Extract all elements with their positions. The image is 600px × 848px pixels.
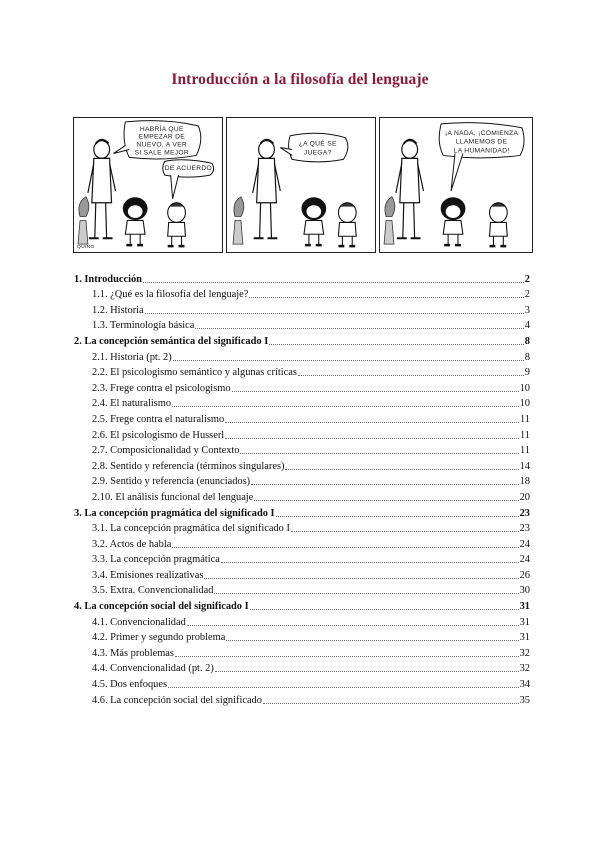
bubble-text-line: LLAMEMOS DE [455,138,508,146]
signature-text: QUINO [77,245,95,251]
toc-subsection-entry[interactable] [74,675,530,691]
toc-page-number: 11 [519,445,530,457]
toc-section-entry[interactable] [74,270,530,286]
toc-subsection-entry[interactable] [74,551,530,567]
toc-entry-label: 1. Introducción [74,273,142,285]
toc-subsection-entry[interactable] [74,473,530,489]
toc-entry-label: 3.5. Extra. Convencionalidad [92,585,214,597]
toc-leader-dots [232,390,519,392]
toc-page-number: 8 [524,351,530,363]
toc-leader-dots [173,359,524,361]
toc-subsection-entry[interactable] [74,644,530,660]
toc-leader-dots [143,281,524,283]
toc-entry-label: 4.4. Convencionalidad (pt. 2) [92,663,214,675]
bubble-text-line: ¡A NADA, ¡COMIENZA [444,129,519,137]
toc-entry-label: 2. La concepción semántica del significado I [74,335,269,347]
toc-subsection-entry[interactable] [74,317,530,333]
toc-entry-label: 2.9. Sentido y referencia (enunciados) [92,476,251,488]
toc-page-number: 26 [519,569,530,581]
toc-page-number: 20 [519,491,530,503]
toc-section-entry[interactable] [74,332,530,348]
toc-page-number: 9 [524,367,530,379]
toc-subsection-entry[interactable] [74,301,530,317]
toc-entry-label: 4.5. Dos enfoques [92,679,168,691]
comic-panel-3 [379,117,533,253]
toc-leader-dots [276,515,519,517]
comic-drawing-3 [380,118,532,252]
toc-entry-label: 4.3. Más problemas [92,647,174,659]
toc-leader-dots [249,296,523,298]
toc-subsection-entry[interactable] [74,442,530,458]
toc-leader-dots [225,437,519,439]
bubble-text-line: HABRÍA QUE [139,125,184,133]
comic-drawing-2 [227,118,375,252]
toc-page-number: 24 [519,538,530,550]
bubble-text-line: JUEGA? [303,149,332,157]
toc-subsection-entry[interactable] [74,410,530,426]
toc-subsection-entry[interactable] [74,691,530,707]
toc-subsection-entry[interactable] [74,535,530,551]
toc-subsection-entry[interactable] [74,660,530,676]
toc-leader-dots [172,405,519,407]
toc-page-number: 18 [519,476,530,488]
toc-page-number: 24 [519,554,530,566]
toc-entry-label: 4. La concepción social del significado I [74,601,249,613]
table-of-contents [74,270,530,707]
toc-leader-dots [291,530,519,532]
toc-page-number: 23 [519,507,530,519]
comic-drawing-1 [74,118,222,252]
bubble-text-line: ¿A QUÉ SE [298,140,337,148]
toc-subsection-entry[interactable] [74,457,530,473]
toc-page-number: 2 [524,273,530,285]
toc-leader-dots [285,468,518,470]
toc-leader-dots [204,577,518,579]
toc-entry-label: 2.7. Composicionalidad y Contexto [92,445,240,457]
toc-page-number: 32 [519,663,530,675]
toc-section-entry[interactable] [74,597,530,613]
toc-leader-dots [175,655,519,657]
toc-leader-dots [263,702,519,704]
toc-page-number: 32 [519,647,530,659]
toc-subsection-entry[interactable] [74,613,530,629]
toc-section-entry[interactable] [74,504,530,520]
toc-subsection-entry[interactable] [74,379,530,395]
toc-subsection-entry[interactable] [74,395,530,411]
toc-page-number: 31 [519,616,530,628]
toc-leader-dots [240,452,519,454]
toc-subsection-entry[interactable] [74,348,530,364]
toc-entry-label: 3.3. La concepción pragmática [92,554,220,566]
toc-entry-label: 3.2. Actos de habla [92,538,172,550]
toc-leader-dots [254,499,518,501]
toc-subsection-entry[interactable] [74,582,530,598]
toc-entry-label: 3.4. Emisiones realizativas [92,569,204,581]
toc-entry-label: 4.6. La concepción social del significado [92,694,262,706]
toc-entry-label: 2.4. El naturalismo [92,398,172,410]
toc-subsection-entry[interactable] [74,488,530,504]
toc-page-number: 23 [519,523,530,535]
toc-entry-label: 2.6. El psicologismo de Husserl [92,429,225,441]
toc-page-number: 10 [519,398,530,410]
toc-subsection-entry[interactable] [74,426,530,442]
toc-leader-dots [251,483,519,485]
toc-page-number: 10 [519,382,530,394]
toc-page-number: 11 [519,429,530,441]
bubble-text-line: NUEVO, A VER [136,141,187,149]
toc-leader-dots [168,686,519,688]
toc-entry-label: 2.8. Sentido y referencia (términos singulares) [92,460,285,472]
toc-page-number: 35 [519,694,530,706]
toc-page-number: 11 [519,413,530,425]
toc-page-number: 4 [524,320,530,332]
toc-entry-label: 1.1. ¿Qué es la filosofía del lenguaje? [92,289,249,301]
toc-leader-dots [226,639,518,641]
document-title: Introducción a la filosofía del lenguaje [171,71,429,88]
toc-entry-label: 3. La concepción pragmática del significado I [74,507,275,519]
toc-subsection-entry[interactable] [74,364,530,380]
toc-leader-dots [269,343,524,345]
toc-entry-label: 1.3. Terminología básica [92,320,195,332]
toc-page-number: 34 [519,679,530,691]
toc-leader-dots [187,624,519,626]
toc-leader-dots [250,608,519,610]
toc-subsection-entry[interactable] [74,629,530,645]
toc-page-number: 31 [519,601,530,613]
bubble-text-line: EMPEZAR DE [138,133,186,141]
toc-leader-dots [172,546,518,548]
toc-entry-label: 2.1. Historia (pt. 2) [92,351,172,363]
bubble-text-line: LA HUMANIDAD! [453,147,510,155]
toc-entry-label: 2.2. El psicologismo semántico y algunas críticas [92,367,297,379]
bubble-text-line: DE ACUERDO [164,165,212,173]
toc-page-number: 31 [519,632,530,644]
toc-entry-label: 2.5. Frege contra el naturalismo [92,413,225,425]
toc-entry-label: 2.3. Frege contra el psicologismo [92,382,231,394]
toc-entry-label: 1.2. Historia [92,304,144,316]
toc-subsection-entry[interactable] [74,520,530,536]
toc-entry-label: 4.1. Convencionalidad [92,616,186,628]
toc-entry-label: 4.2. Primer y segundo problema [92,632,226,644]
toc-leader-dots [298,374,524,376]
comic-panel-2 [226,117,376,253]
toc-subsection-entry[interactable] [74,286,530,302]
toc-leader-dots [215,670,519,672]
toc-page-number: 8 [524,335,530,347]
toc-leader-dots [145,312,524,314]
toc-subsection-entry[interactable] [74,566,530,582]
toc-entry-label: 2.10. El análisis funcional del lenguaje [92,491,254,503]
bubble-text-line: SI SALE MEJOR [134,149,189,157]
toc-page-number: 3 [524,304,530,316]
toc-page-number: 2 [524,289,530,301]
toc-page-number: 30 [519,585,530,597]
toc-leader-dots [214,592,518,594]
toc-leader-dots [225,421,519,423]
toc-page-number: 14 [519,460,530,472]
toc-entry-label: 3.1. La concepción pragmática del significado I [92,523,290,535]
toc-leader-dots [221,561,519,563]
comic-panel-1 [73,117,223,253]
toc-leader-dots [195,327,523,329]
